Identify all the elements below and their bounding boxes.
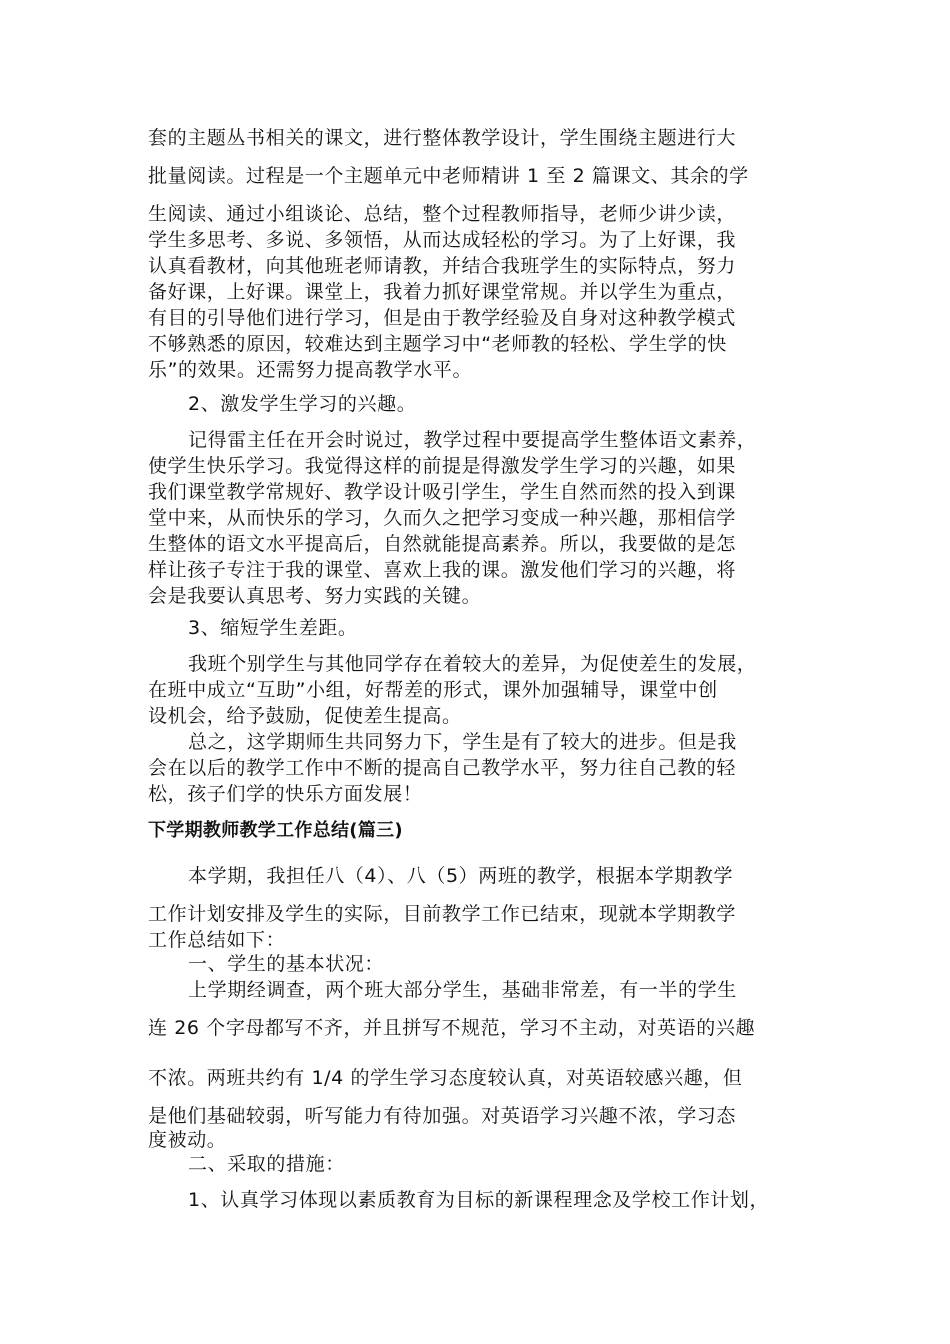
- paragraph-line: 工作计划安排及学生的实际，目前教学工作已结束，现就本学期教学: [148, 903, 737, 925]
- paragraph-line: 生阅读、通过小组谈论、总结，整个过程教师指导，老师少讲少读，: [148, 203, 737, 225]
- section-title: 下学期教师教学工作总结(篇三): [148, 820, 403, 841]
- paragraph-line: 使学生快乐学习。我觉得这样的前提是得激发学生学习的兴趣，如果: [148, 455, 737, 477]
- paragraph-line: 乐”的效果。还需努力提高教学水平。: [148, 359, 473, 381]
- paragraph-line: 度被动。: [148, 1129, 227, 1151]
- paragraph-line: 学生多思考、多说、多领悟，从而达成轻松的学习。为了上好课，我: [148, 229, 737, 251]
- paragraph-line: 备好课，上好课。课堂上，我着力抓好课堂常规。并以学生为重点，: [148, 281, 737, 303]
- paragraph-line: 本学期，我担任八（4）、八（5）两班的教学，根据本学期教学: [188, 865, 734, 887]
- paragraph-line: 套的主题丛书相关的课文，进行整体教学设计，学生围绕主题进行大: [148, 127, 737, 149]
- paragraph-line: 不够熟悉的原因，较难达到主题学习中“老师教的轻松、学生学的快: [148, 333, 727, 355]
- paragraph-line: 会是我要认真思考、努力实践的关键。: [148, 585, 482, 607]
- paragraph-line: 总之，这学期师生共同努力下，学生是有了较大的进步。但是我: [188, 731, 737, 753]
- paragraph-line: 我班个别学生与其他同学存在着较大的差异，为促使差生的发展，: [188, 653, 757, 675]
- paragraph-line: 我们课堂教学常规好、教学设计吸引学生，学生自然而然的投入到课: [148, 481, 737, 503]
- paragraph-line: 记得雷主任在开会时说过，教学过程中要提高学生整体语文素养，: [188, 429, 757, 451]
- subsection-heading-1: 一、学生的基本状况：: [188, 953, 385, 975]
- paragraph-line: 是他们基础较弱，听写能力有待加强。对英语学习兴趣不浓，学习态: [148, 1105, 737, 1127]
- paragraph-line: 堂中来，从而快乐的学习，久而久之把学习变成一种兴趣，那相信学: [148, 507, 737, 529]
- paragraph-line: 连 26 个字母都写不齐，并且拼写不规范，学习不主动，对英语的兴趣: [148, 1017, 756, 1039]
- paragraph-line: 批量阅读。过程是一个主题单元中老师精讲 1 至 2 篇课文、其余的学: [148, 165, 749, 187]
- paragraph-line: 不浓。两班共约有 1/4 的学生学习态度较认真，对英语较感兴趣，但: [148, 1067, 743, 1089]
- paragraph-line: 样让孩子专注于我的课堂、喜欢上我的课。激发他们学习的兴趣，将: [148, 559, 737, 581]
- paragraph-line: 工作总结如下：: [148, 929, 286, 951]
- subsection-heading-2: 二、采取的措施：: [188, 1153, 345, 1175]
- paragraph-line: 认真看教材，向其他班老师请教，并结合我班学生的实际特点，努力: [148, 255, 737, 277]
- paragraph-line: 1、认真学习体现以素质教育为目标的新课程理念及学校工作计划，: [188, 1189, 770, 1211]
- paragraph-line: 会在以后的教学工作中不断的提高自己教学水平，努力往自己教的轻: [148, 757, 737, 779]
- paragraph-line: 设机会，给予鼓励，促使差生提高。: [148, 705, 462, 727]
- paragraph-line: 在班中成立“互助”小组，好帮差的形式，课外加强辅导，课堂中创: [148, 679, 718, 701]
- paragraph-line: 松，孩子们学的快乐方面发展！: [148, 783, 423, 805]
- paragraph-line: 有目的引导他们进行学习，但是由于教学经验及自身对这种教学模式: [148, 307, 737, 329]
- paragraph-line: 上学期经调查，两个班大部分学生，基础非常差，有一半的学生: [188, 979, 737, 1001]
- section-heading-2: 2、激发学生学习的兴趣。: [188, 393, 417, 415]
- section-heading-3: 3、缩短学生差距。: [188, 617, 358, 639]
- paragraph-line: 生整体的语文水平提高后，自然就能提高素养。所以，我要做的是怎: [148, 533, 737, 555]
